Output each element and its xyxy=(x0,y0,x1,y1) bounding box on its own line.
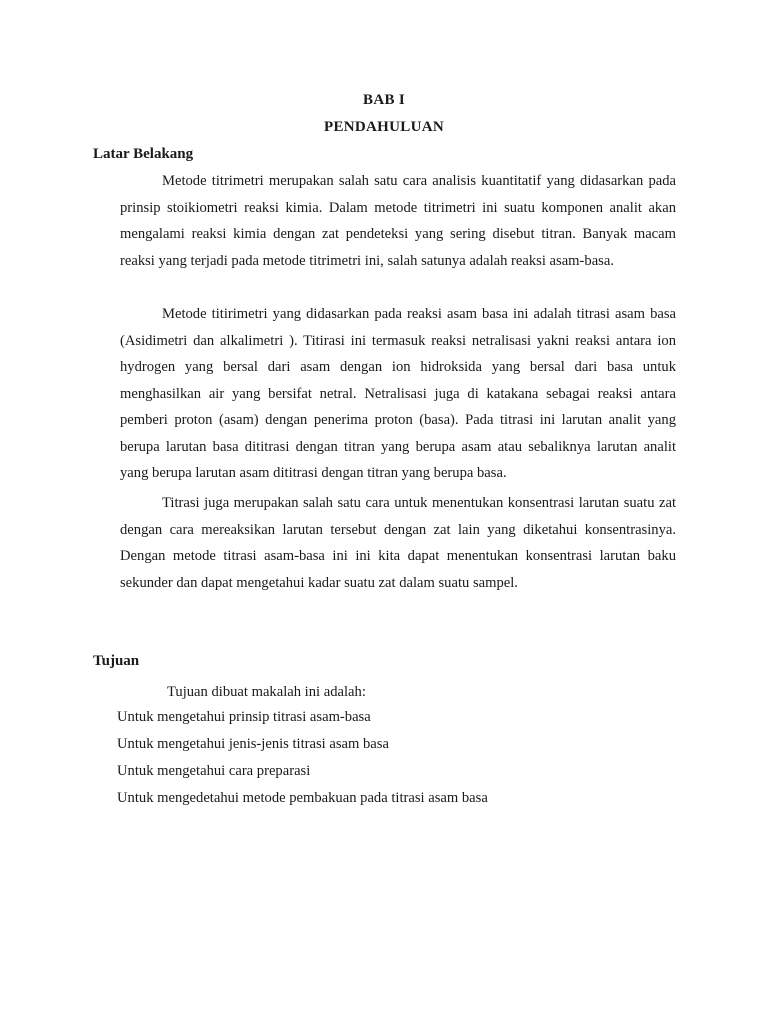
objective-item: Untuk mengetahui prinsip titrasi asam-basa xyxy=(117,709,371,725)
objective-item: Untuk mengedetahui metode pembakuan pada titrasi asam basa xyxy=(117,790,488,806)
section-heading-objectives: Tujuan xyxy=(93,653,140,669)
background-paragraph: Metode titirimetri yang didasarkan pada reaksi asam basa ini adalah titrasi asam basa (Asidimetri dan alkalimetri ). Titirasi ini termasuk reaksi netralisasi yakni reaksi antara ion hydrogen yang bersal dari asam dengan ion hidroksida yang bersal dari basa untuk menghasilkan air yang bersifat netral. Netralisasi juga di katakana sebagai reaksi antara pemberi proton (asam) dengan penerima proton (basa). Pada titrasi ini larutan analit yang berupa larutan basa dititrasi dengan titran yang berupa asam atau sebaliknya larutan analit yang berupa larutan asam dititrasi dengan titran yang berupa basa. xyxy=(120,306,676,481)
chapter-number: BAB I xyxy=(363,92,405,108)
section-heading-background: Latar Belakang xyxy=(93,146,194,162)
objective-item: Untuk mengetahui cara preparasi xyxy=(117,763,311,779)
chapter-title: PENDAHULUAN xyxy=(324,119,444,135)
background-paragraph: Metode titrimetri merupakan salah satu cara analisis kuantitatif yang didasarkan pada prinsip stoikiometri reaksi kimia. Dalam metode titrimetri ini suatu komponen analit akan mengalami reaksi kimia dengan zat pendeteksi yang sering disebut titran. Banyak macam reaksi yang terjadi pada metode titrimetri ini, salah satunya adalah reaksi asam-basa. xyxy=(120,173,676,269)
objectives-list xyxy=(117,704,488,812)
objective-item: Untuk mengetahui jenis-jenis titrasi asam basa xyxy=(117,736,389,752)
objectives-intro: Tujuan dibuat makalah ini adalah: xyxy=(167,684,366,700)
background-paragraph: Titrasi juga merupakan salah satu cara untuk menentukan konsentrasi larutan suatu zat dengan cara mereaksikan larutan tersebut dengan zat lain yang diketahui konsentrasinya. Dengan metode titrasi asam-basa ini ini kita dapat menentukan konsentrasi larutan baku sekunder dan dapat mengetahui kadar suatu zat dalam suatu sampel. xyxy=(120,495,676,591)
